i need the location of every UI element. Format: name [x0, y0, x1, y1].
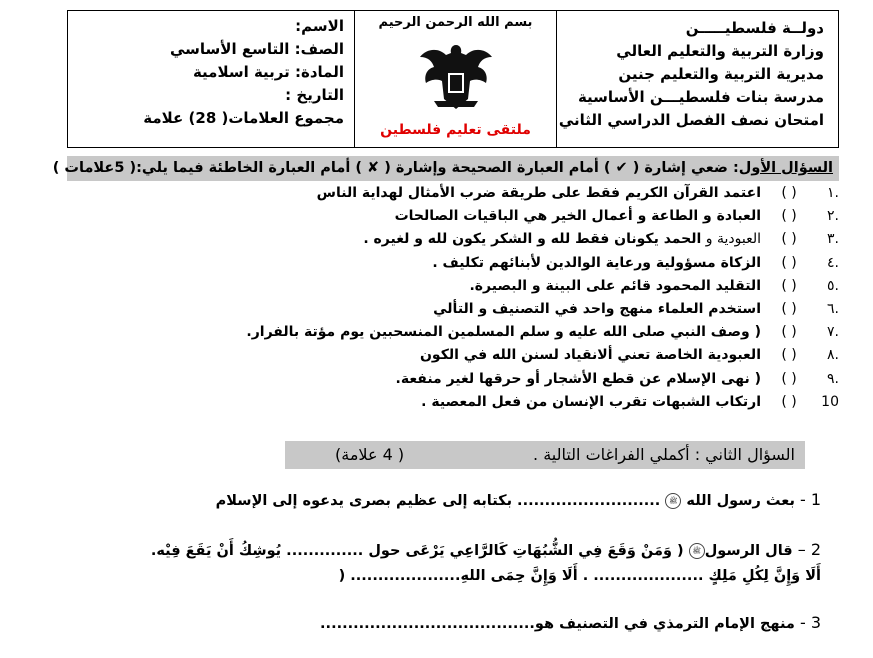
student-info: [68, 11, 354, 147]
fill-text-a: بعث رسول الله: [686, 493, 795, 509]
list-item: [60, 344, 839, 367]
answer-box[interactable]: ( ): [781, 393, 797, 410]
list-item: [60, 321, 839, 344]
basmala: بسم الله الرحمن الرحيم: [378, 15, 533, 30]
answer-box[interactable]: ( ): [781, 324, 797, 341]
fill-number: 1 -: [799, 490, 821, 509]
fill-text[interactable]: منهج الإمام الترمذي في التصنيف هو.......................................: [320, 616, 795, 632]
answer-box[interactable]: ( ): [781, 277, 797, 294]
question-two-header: [285, 441, 805, 469]
subject-field: المادة: تربية اسلامية: [192, 63, 344, 81]
list-item: [60, 252, 839, 275]
fill-text-c[interactable]: أَلَا وَإِنَّ لِكُلِ مَلِكٍ .................... . أَلَا وَإِنَّ حِمَى اللهِ.................... (: [338, 568, 821, 584]
forum-label: ملتقى تعليم فلسطين: [380, 122, 531, 138]
question-one-instruction: : ضعي إشارة ( ✔ ) أمام العبارة الصحيحة وإشارة ( ✘ ) أمام العبارة الخاطئة فيما يلي:( 5علامات ): [52, 160, 739, 176]
true-false-list: [60, 182, 839, 414]
fill-line-2-continued: [339, 568, 821, 584]
answer-box[interactable]: ( ): [781, 347, 797, 364]
list-item: [60, 368, 839, 391]
question-one-title: السؤال الأول: [738, 160, 833, 176]
answer-box[interactable]: ( ): [781, 185, 797, 201]
list-item: [60, 391, 839, 414]
eagle-emblem-icon: [416, 39, 496, 113]
exam-header: [67, 10, 839, 148]
item-number: .٣: [827, 231, 839, 248]
total-marks-field: مجموع العلامات( 28) علامة: [143, 109, 344, 127]
date-field: التاريخ :: [285, 86, 344, 104]
fill-line-1: [216, 490, 821, 509]
question-two-marks: ( 4 علامة): [335, 445, 405, 464]
school-name: مدرسة بنات فلسطيـــن الأساسية: [577, 88, 824, 106]
item-text: العبادة و الطاعة و أعمال الخير هي الباقيات الصالحات: [394, 208, 761, 225]
item-text: استخدم العلماء منهج واحد في التصنيف و التألي: [433, 300, 761, 317]
state-name: دولــة فلسطيـــــن: [685, 19, 824, 37]
fill-text-b[interactable]: .......................... بكتابه إلى عظيم بصرى يدعوه إلى الإسلام: [215, 493, 661, 509]
item-number: .٢: [827, 208, 839, 225]
item-number: .٤: [827, 254, 839, 271]
item-number: .٧: [827, 324, 839, 341]
list-item: [60, 228, 839, 251]
directorate-name: مديرية التربية والتعليم جنين: [618, 65, 824, 83]
school-info: [556, 11, 838, 147]
item-text: اعتمد القرآن الكريم فقط على طريقة ضرب الأمثال لهداية الناس: [316, 185, 761, 201]
answer-box[interactable]: ( ): [781, 300, 797, 317]
item-text: ( وصف النبي صلى الله عليه و سلم المسلمين المنسحبين يوم مؤتة بالفرار.: [246, 324, 761, 341]
answer-box[interactable]: ( ): [781, 254, 797, 271]
exam-name: امتحان نصف الفصل الدراسي الثاني: [558, 111, 824, 129]
item-text: ( نهى الإسلام عن قطع الأشجار أو حرقها لغير منفعة.: [395, 370, 761, 387]
item-number: .٨: [827, 347, 839, 364]
item-text: العبودية الخاصة تعني ألانقياد لسنن الله في الكون: [419, 347, 761, 364]
item-text-bold: الحمد يكونان فقط لله و الشكر يكون لله و لغيره .: [363, 231, 702, 248]
emblem-cell: [354, 11, 556, 147]
fill-text-a: قال الرسول: [704, 543, 793, 559]
answer-box[interactable]: ( ): [781, 370, 797, 387]
fill-number: 2 –: [797, 540, 821, 559]
item-text: [60, 228, 761, 251]
grade-field: الصف: التاسع الأساسي: [169, 40, 344, 58]
pbuh-icon: ﷺ: [689, 543, 705, 559]
answer-box[interactable]: ( ): [781, 231, 797, 248]
ministry-name: وزارة التربية والتعليم العالي: [616, 42, 824, 60]
item-text: ارتكاب الشبهات تقرب الإنسان من فعل المعصية .: [421, 393, 761, 410]
pbuh-icon: ﷺ: [665, 493, 681, 509]
list-item: [60, 205, 839, 228]
list-item: [60, 275, 839, 298]
item-text-plain: العبودية و: [701, 231, 761, 248]
list-item: [60, 298, 839, 321]
item-number: 10: [821, 393, 839, 410]
item-number: .٩: [827, 370, 839, 387]
fill-line-3: [320, 613, 821, 632]
question-two-title: السؤال الثاني : أكملي الفراغات التالية .: [533, 445, 795, 464]
list-item: [60, 182, 839, 205]
fill-line-2: [151, 540, 821, 559]
item-number: .١: [827, 185, 839, 201]
item-number: .٦: [827, 300, 839, 317]
question-one-header: [52, 156, 839, 181]
fill-text-b[interactable]: ( وَمَنْ وَقَعَ فِي الشُّبُهَاتِ كَالرَّاعِي يَرْعَى حول .............. يُوشِكُ أَنْ يَقَعَ فِيْه.: [150, 543, 684, 559]
item-number: .٥: [827, 277, 839, 294]
answer-box[interactable]: ( ): [781, 208, 797, 225]
item-text: التقليد المحمود قائم على البينة و البصيرة.: [469, 277, 761, 294]
fill-number: 3 -: [799, 613, 821, 632]
student-name-field: الاسم:: [295, 17, 344, 35]
item-text: الزكاة مسؤولية ورعاية الوالدين لأبنائهم تكليف .: [432, 254, 761, 271]
